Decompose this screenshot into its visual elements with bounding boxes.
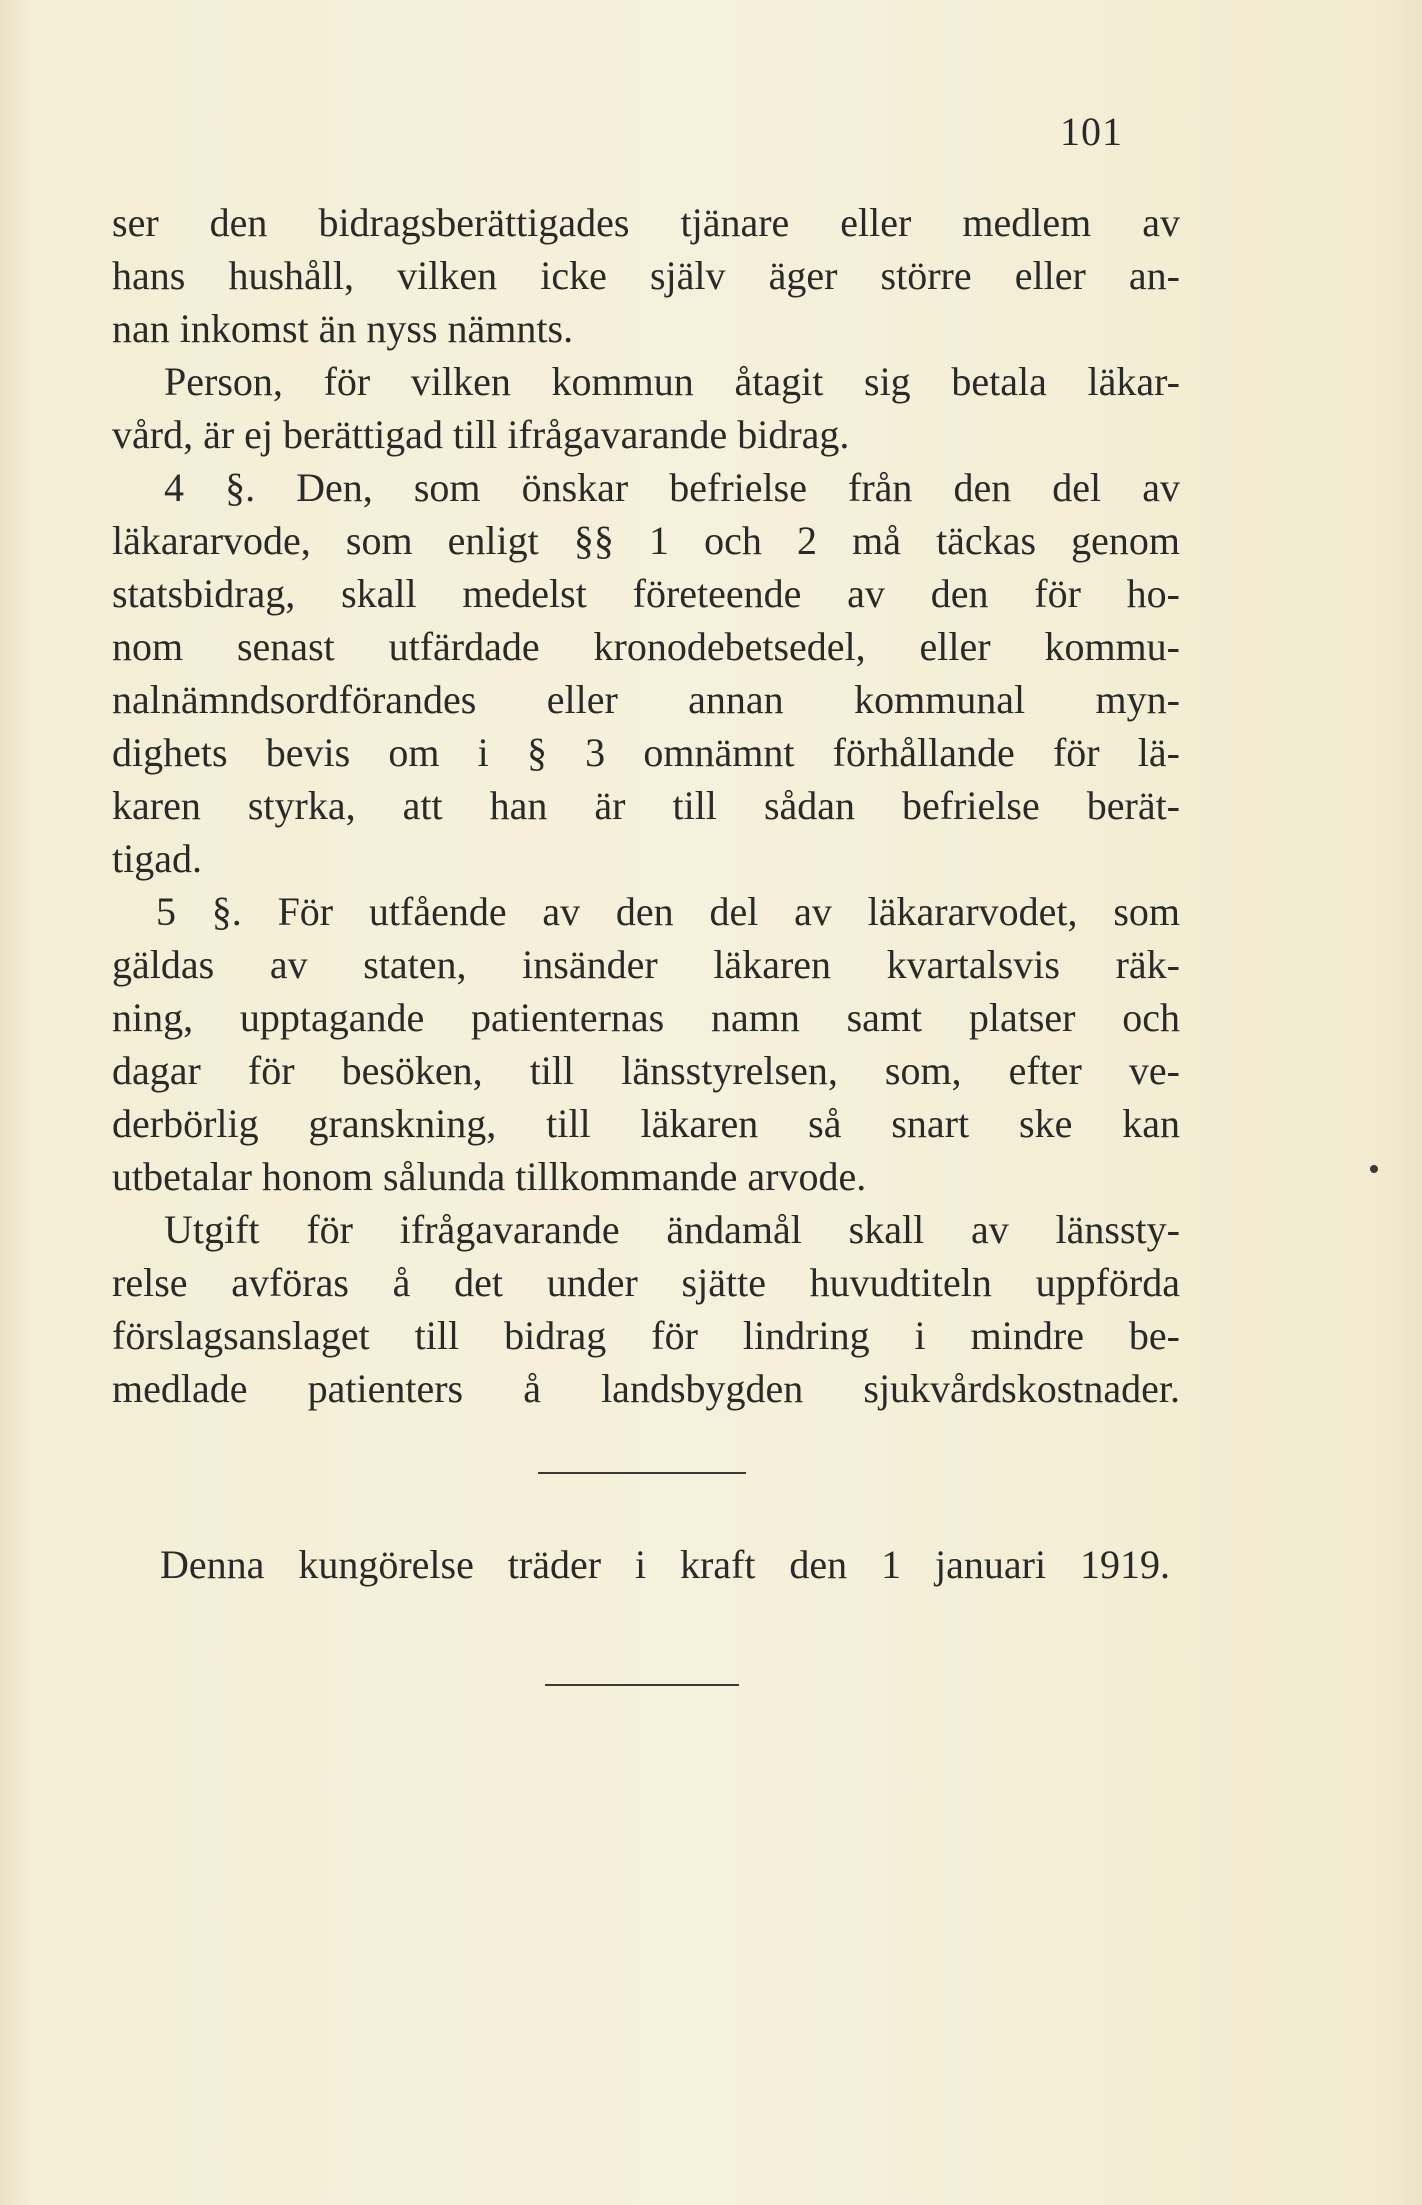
- text-line: dighets bevis om i § 3 omnämnt förhållande för lä-: [112, 730, 1180, 775]
- text-line: Utgift för ifrågavarande ändamål skall av länssty-: [164, 1207, 1180, 1252]
- text-line: förslagsanslaget till bidrag för lindring i mindre be-: [112, 1313, 1180, 1358]
- text-line: ser den bidragsberättigades tjänare eller medlem av: [112, 200, 1180, 245]
- text-line: läkararvode, som enligt §§ 1 och 2 må täckas genom: [112, 518, 1180, 563]
- closing-statement: Denna kungörelse träder i kraft den 1 januari 1919.: [160, 1542, 1170, 1587]
- text-line: ning, upptagande patienternas namn samt platser och: [112, 995, 1180, 1040]
- text-line: 5 §. För utfående av den del av läkararvodet, som: [156, 889, 1180, 934]
- text-line: utbetalar honom sålunda tillkommande arvode.: [112, 1154, 867, 1199]
- text-line: nalnämndsordförandes eller annan kommunal myn-: [112, 677, 1180, 722]
- text-line: nom senast utfärdade kronodebetsedel, eller kommu-: [112, 624, 1180, 669]
- text-line: nan inkomst än nyss nämnts.: [112, 306, 574, 351]
- text-line: statsbidrag, skall medelst företeende av den för ho-: [112, 571, 1180, 616]
- body-text: [112, 196, 1180, 1415]
- text-line: 4 §. Den, som önskar befrielse från den del av: [164, 465, 1180, 510]
- ink-speck: [1370, 1165, 1378, 1173]
- text-line: Person, för vilken kommun åtagit sig betala läkar-: [164, 359, 1180, 404]
- text-line: dagar för besöken, till länsstyrelsen, som, efter ve-: [112, 1048, 1180, 1093]
- text-line: medlade patienters å landsbygden sjukvårdskostnader.: [112, 1366, 1180, 1411]
- text-line: hans hushåll, vilken icke själv äger större eller an-: [112, 253, 1180, 298]
- text-line: gäldas av staten, insänder läkaren kvartalsvis räk-: [112, 942, 1180, 987]
- section-divider: [538, 1472, 746, 1474]
- text-line: derbörlig granskning, till läkaren så snart ske kan: [112, 1101, 1180, 1146]
- text-line: karen styrka, att han är till sådan befrielse berät-: [112, 783, 1180, 828]
- text-line: tigad.: [112, 836, 202, 881]
- text-line: vård, är ej berättigad till ifrågavarande bidrag.: [112, 412, 850, 457]
- page-number: 101: [1060, 109, 1123, 154]
- text-line: relse avföras å det under sjätte huvudtiteln uppförda: [112, 1260, 1180, 1305]
- end-divider: [545, 1684, 739, 1686]
